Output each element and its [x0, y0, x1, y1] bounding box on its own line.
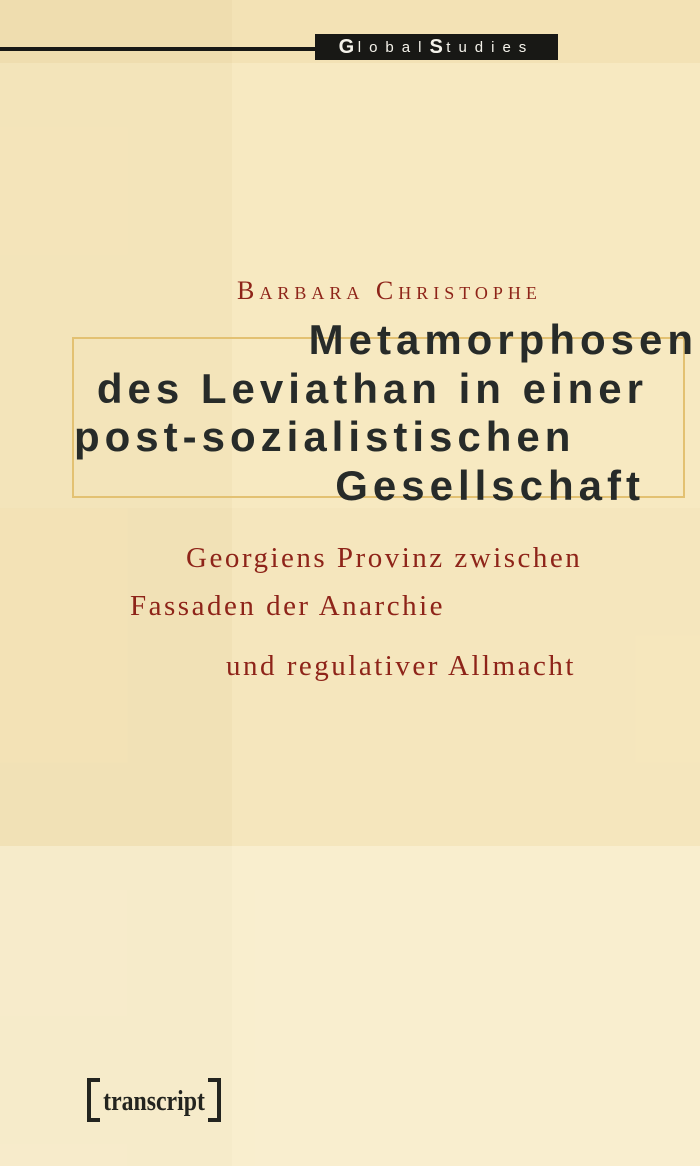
background-band-left: [0, 0, 232, 1166]
subtitle-line-1: Georgiens Provinz zwischen: [186, 542, 583, 574]
right-bracket-icon: [208, 1078, 221, 1122]
series-text-tudies: tudies: [446, 38, 535, 56]
subtitle-line-2: Fassaden der Anarchie: [130, 590, 446, 622]
title-line-4: Gesellschaft: [335, 462, 645, 509]
title-line-1: Metamorphosen: [308, 316, 698, 363]
left-bracket-icon: [87, 1078, 100, 1122]
author-name: Barbara Christophe: [237, 276, 542, 305]
series-banner: [315, 34, 558, 60]
series-initial-g: G: [338, 36, 355, 58]
series-text-lobal: lobal: [357, 38, 430, 56]
series-initial-s: S: [429, 36, 444, 58]
series-rule-line: [0, 47, 316, 51]
subtitle-line-3: und regulativer Allmacht: [226, 650, 576, 682]
publisher-logo: [87, 1078, 221, 1122]
title-line-3: post-sozialistischen: [74, 413, 576, 460]
title-line-2: des Leviathan in einer: [96, 365, 648, 412]
publisher-name: transcript: [103, 1085, 205, 1117]
